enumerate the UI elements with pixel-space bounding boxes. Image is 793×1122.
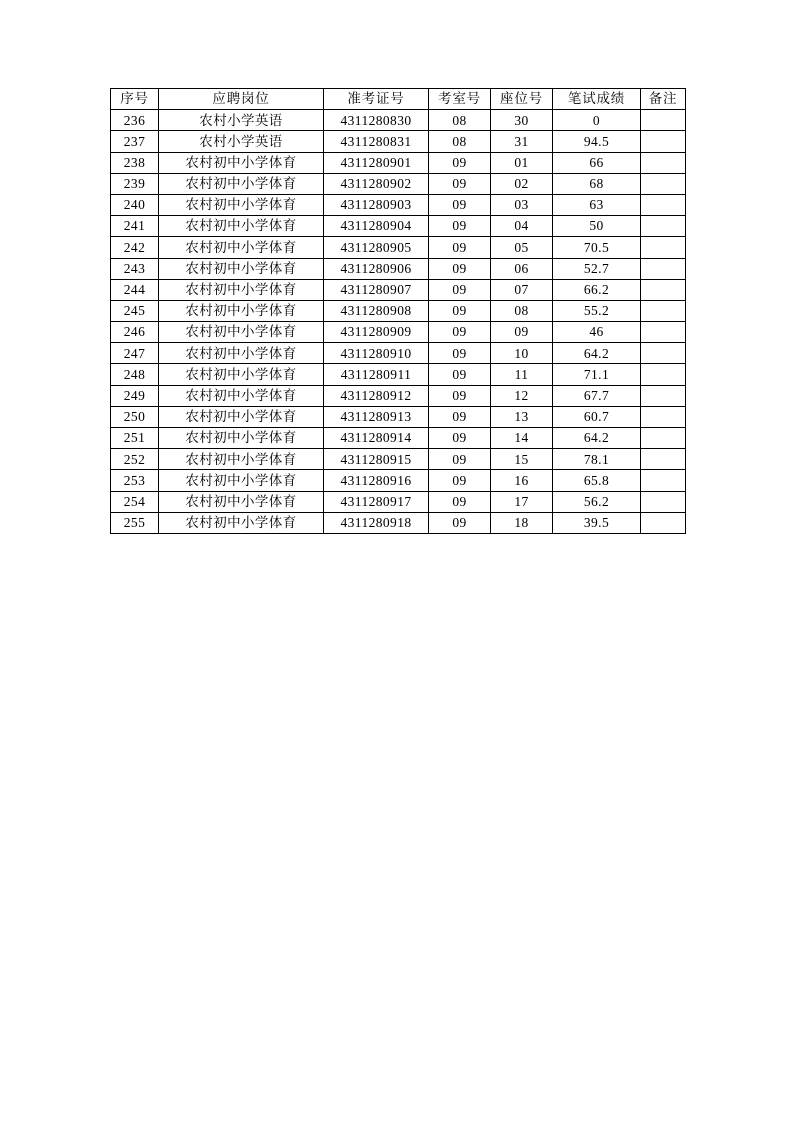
cell-remark — [641, 110, 686, 131]
cell-admit-number: 4311280905 — [324, 237, 429, 258]
cell-seat: 14 — [491, 428, 553, 449]
cell-room: 09 — [429, 449, 491, 470]
cell-seat: 10 — [491, 343, 553, 364]
cell-post: 农村初中小学体育 — [159, 364, 324, 385]
cell-admit-number: 4311280910 — [324, 343, 429, 364]
cell-post: 农村初中小学体育 — [159, 449, 324, 470]
cell-room: 08 — [429, 110, 491, 131]
cell-remark — [641, 216, 686, 237]
column-header-seat: 座位号 — [491, 89, 553, 110]
table-header — [111, 89, 686, 110]
cell-seq: 252 — [111, 449, 159, 470]
cell-post: 农村小学英语 — [159, 131, 324, 152]
table-row — [111, 343, 686, 364]
cell-score: 50 — [553, 216, 641, 237]
cell-post: 农村初中小学体育 — [159, 237, 324, 258]
cell-admit-number: 4311280831 — [324, 131, 429, 152]
cell-post: 农村初中小学体育 — [159, 216, 324, 237]
cell-seq: 242 — [111, 237, 159, 258]
cell-admit-number: 4311280906 — [324, 258, 429, 279]
cell-seat: 15 — [491, 449, 553, 470]
cell-admit-number: 4311280913 — [324, 406, 429, 427]
cell-seat: 16 — [491, 470, 553, 491]
cell-seq: 241 — [111, 216, 159, 237]
cell-score: 39.5 — [553, 512, 641, 533]
cell-score: 78.1 — [553, 449, 641, 470]
cell-post: 农村初中小学体育 — [159, 258, 324, 279]
cell-room: 09 — [429, 216, 491, 237]
table-row — [111, 512, 686, 533]
cell-room: 09 — [429, 470, 491, 491]
cell-room: 09 — [429, 385, 491, 406]
cell-post: 农村初中小学体育 — [159, 343, 324, 364]
cell-seat: 05 — [491, 237, 553, 258]
cell-post: 农村初中小学体育 — [159, 428, 324, 449]
cell-room: 09 — [429, 237, 491, 258]
cell-admit-number: 4311280830 — [324, 110, 429, 131]
cell-admit-number: 4311280911 — [324, 364, 429, 385]
cell-seq: 255 — [111, 512, 159, 533]
cell-remark — [641, 300, 686, 321]
cell-seq: 246 — [111, 322, 159, 343]
cell-admit-number: 4311280915 — [324, 449, 429, 470]
table-header-row — [111, 89, 686, 110]
table-row — [111, 491, 686, 512]
cell-seq: 247 — [111, 343, 159, 364]
table-row — [111, 364, 686, 385]
cell-post: 农村初中小学体育 — [159, 470, 324, 491]
exam-score-table — [110, 88, 686, 534]
table-row — [111, 428, 686, 449]
cell-seat: 06 — [491, 258, 553, 279]
cell-seat: 18 — [491, 512, 553, 533]
table-body — [111, 110, 686, 534]
cell-score: 60.7 — [553, 406, 641, 427]
cell-remark — [641, 194, 686, 215]
cell-admit-number: 4311280907 — [324, 279, 429, 300]
cell-room: 09 — [429, 364, 491, 385]
cell-remark — [641, 237, 686, 258]
cell-admit-number: 4311280917 — [324, 491, 429, 512]
cell-room: 09 — [429, 406, 491, 427]
cell-admit-number: 4311280902 — [324, 173, 429, 194]
cell-seat: 07 — [491, 279, 553, 300]
table-row — [111, 216, 686, 237]
table-row — [111, 194, 686, 215]
table-row — [111, 449, 686, 470]
cell-admit-number: 4311280909 — [324, 322, 429, 343]
cell-seq: 245 — [111, 300, 159, 321]
cell-remark — [641, 322, 686, 343]
cell-seat: 31 — [491, 131, 553, 152]
cell-seq: 238 — [111, 152, 159, 173]
table-row — [111, 406, 686, 427]
table-row — [111, 237, 686, 258]
cell-seat: 02 — [491, 173, 553, 194]
cell-admit-number: 4311280912 — [324, 385, 429, 406]
cell-seq: 251 — [111, 428, 159, 449]
cell-post: 农村初中小学体育 — [159, 385, 324, 406]
table-row — [111, 279, 686, 300]
cell-seat: 13 — [491, 406, 553, 427]
cell-score: 0 — [553, 110, 641, 131]
cell-seat: 11 — [491, 364, 553, 385]
cell-seq: 239 — [111, 173, 159, 194]
cell-post: 农村初中小学体育 — [159, 279, 324, 300]
cell-seat: 01 — [491, 152, 553, 173]
cell-post: 农村初中小学体育 — [159, 194, 324, 215]
cell-seat: 09 — [491, 322, 553, 343]
cell-room: 09 — [429, 512, 491, 533]
cell-admit-number: 4311280904 — [324, 216, 429, 237]
cell-admit-number: 4311280908 — [324, 300, 429, 321]
table-row — [111, 131, 686, 152]
table-row — [111, 322, 686, 343]
cell-room: 09 — [429, 258, 491, 279]
cell-seat: 04 — [491, 216, 553, 237]
cell-score: 64.2 — [553, 428, 641, 449]
column-header-seq: 序号 — [111, 89, 159, 110]
cell-score: 70.5 — [553, 237, 641, 258]
cell-remark — [641, 385, 686, 406]
table-row — [111, 152, 686, 173]
column-header-admit-number: 准考证号 — [324, 89, 429, 110]
cell-remark — [641, 173, 686, 194]
cell-seq: 250 — [111, 406, 159, 427]
cell-seq: 237 — [111, 131, 159, 152]
cell-score: 71.1 — [553, 364, 641, 385]
cell-post: 农村初中小学体育 — [159, 512, 324, 533]
column-header-remark: 备注 — [641, 89, 686, 110]
column-header-score: 笔试成绩 — [553, 89, 641, 110]
cell-admit-number: 4311280918 — [324, 512, 429, 533]
cell-remark — [641, 343, 686, 364]
cell-score: 56.2 — [553, 491, 641, 512]
cell-room: 09 — [429, 279, 491, 300]
cell-remark — [641, 470, 686, 491]
cell-score: 94.5 — [553, 131, 641, 152]
cell-score: 65.8 — [553, 470, 641, 491]
cell-score: 52.7 — [553, 258, 641, 279]
cell-room: 09 — [429, 491, 491, 512]
table-row — [111, 300, 686, 321]
cell-seat: 08 — [491, 300, 553, 321]
cell-post: 农村初中小学体育 — [159, 300, 324, 321]
table-row — [111, 385, 686, 406]
cell-room: 09 — [429, 322, 491, 343]
cell-seat: 17 — [491, 491, 553, 512]
score-table-container — [110, 88, 685, 534]
cell-post: 农村初中小学体育 — [159, 173, 324, 194]
cell-score: 68 — [553, 173, 641, 194]
cell-remark — [641, 512, 686, 533]
cell-remark — [641, 258, 686, 279]
cell-post: 农村初中小学体育 — [159, 491, 324, 512]
cell-seq: 253 — [111, 470, 159, 491]
cell-score: 55.2 — [553, 300, 641, 321]
cell-room: 09 — [429, 152, 491, 173]
column-header-room: 考室号 — [429, 89, 491, 110]
cell-post: 农村初中小学体育 — [159, 406, 324, 427]
cell-post: 农村小学英语 — [159, 110, 324, 131]
cell-score: 67.7 — [553, 385, 641, 406]
cell-post: 农村初中小学体育 — [159, 152, 324, 173]
cell-room: 09 — [429, 173, 491, 194]
cell-room: 09 — [429, 343, 491, 364]
cell-seq: 249 — [111, 385, 159, 406]
cell-remark — [641, 449, 686, 470]
cell-remark — [641, 279, 686, 300]
table-row — [111, 470, 686, 491]
cell-seat: 03 — [491, 194, 553, 215]
table-row — [111, 110, 686, 131]
cell-remark — [641, 131, 686, 152]
cell-remark — [641, 152, 686, 173]
table-row — [111, 258, 686, 279]
cell-admit-number: 4311280903 — [324, 194, 429, 215]
cell-seq: 240 — [111, 194, 159, 215]
cell-remark — [641, 491, 686, 512]
cell-admit-number: 4311280914 — [324, 428, 429, 449]
cell-room: 09 — [429, 194, 491, 215]
cell-score: 66.2 — [553, 279, 641, 300]
cell-admit-number: 4311280916 — [324, 470, 429, 491]
cell-room: 09 — [429, 428, 491, 449]
cell-score: 63 — [553, 194, 641, 215]
cell-remark — [641, 364, 686, 385]
cell-seat: 30 — [491, 110, 553, 131]
cell-seq: 243 — [111, 258, 159, 279]
table-row — [111, 173, 686, 194]
cell-room: 08 — [429, 131, 491, 152]
cell-score: 46 — [553, 322, 641, 343]
cell-score: 66 — [553, 152, 641, 173]
cell-remark — [641, 406, 686, 427]
cell-admit-number: 4311280901 — [324, 152, 429, 173]
cell-seq: 254 — [111, 491, 159, 512]
cell-remark — [641, 428, 686, 449]
cell-seq: 236 — [111, 110, 159, 131]
cell-score: 64.2 — [553, 343, 641, 364]
column-header-post: 应聘岗位 — [159, 89, 324, 110]
cell-seq: 244 — [111, 279, 159, 300]
cell-post: 农村初中小学体育 — [159, 322, 324, 343]
cell-seq: 248 — [111, 364, 159, 385]
cell-seat: 12 — [491, 385, 553, 406]
cell-room: 09 — [429, 300, 491, 321]
